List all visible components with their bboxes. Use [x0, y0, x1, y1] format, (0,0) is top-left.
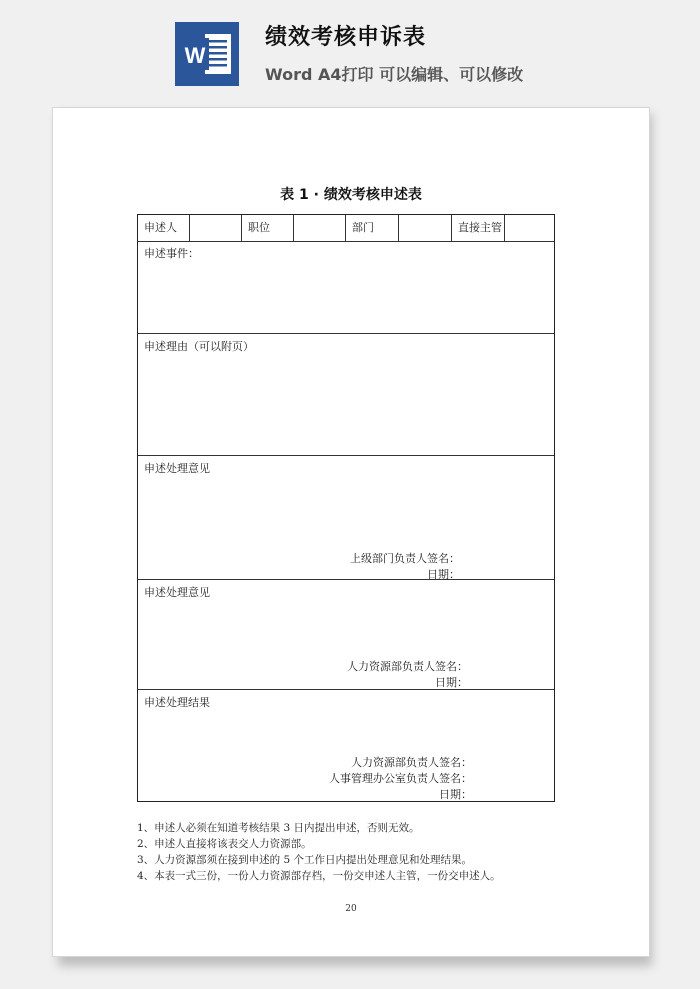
opinion-section-2[interactable]	[138, 580, 554, 690]
note-item: 4、本表一式三份，一份人力资源部存档，一份交申述人主管，一份交申述人。	[137, 870, 501, 882]
page-subtitle: Word A4打印 可以编辑、可以修改	[265, 65, 524, 84]
opinion2-date-label: 日期：	[435, 676, 468, 689]
appeal-form-table	[137, 214, 555, 802]
document-page	[52, 107, 650, 957]
header	[0, 0, 700, 100]
opinion1-signature-label: 上级部门负责人签名：	[350, 552, 460, 565]
opinion1-date-label: 日期：	[427, 568, 460, 581]
note-item: 1、申述人必须在知道考核结果 3 日内提出申述，否则无效。	[137, 822, 420, 834]
event-section[interactable]	[138, 241, 554, 334]
department-value-cell[interactable]	[399, 215, 452, 241]
department-label: 部门	[346, 215, 399, 241]
supervisor-label: 直接主管	[452, 215, 505, 241]
event-label: 申述事件：	[144, 247, 199, 260]
result-office-signature-label: 人事管理办公室负责人签名：	[329, 772, 472, 785]
reason-label: 申述理由（可以附页）	[144, 340, 254, 353]
supervisor-value-cell[interactable]	[505, 215, 553, 241]
opinion2-signature-label: 人力资源部负责人签名：	[347, 660, 468, 673]
svg-text:W: W	[184, 43, 206, 68]
page-number: 20	[345, 904, 357, 914]
page-title: 绩效考核申诉表	[265, 25, 427, 50]
note-item: 2、申述人直接将该表交人力资源部。	[137, 838, 312, 850]
note-item: 3、人力资源部须在接到申述的 5 个工作日内提出处理意见和处理结果。	[137, 854, 473, 866]
appellant-value-cell[interactable]	[190, 215, 242, 241]
result-hr-signature-label: 人力资源部负责人签名：	[351, 756, 472, 769]
position-label: 职位	[242, 215, 294, 241]
notes-list	[137, 820, 577, 884]
opinion1-label: 申述处理意见	[144, 462, 210, 475]
document-title: 表 1 · 绩效考核申述表	[280, 187, 422, 203]
result-date-label: 日期：	[439, 788, 472, 801]
opinion-section-1[interactable]	[138, 456, 554, 580]
position-value-cell[interactable]	[294, 215, 346, 241]
appellant-label: 申述人	[138, 215, 190, 241]
opinion2-label: 申述处理意见	[144, 586, 210, 599]
result-section[interactable]	[138, 690, 554, 800]
word-icon	[175, 22, 239, 86]
reason-section[interactable]	[138, 334, 554, 456]
result-label: 申述处理结果	[144, 696, 210, 709]
info-row	[138, 215, 554, 242]
